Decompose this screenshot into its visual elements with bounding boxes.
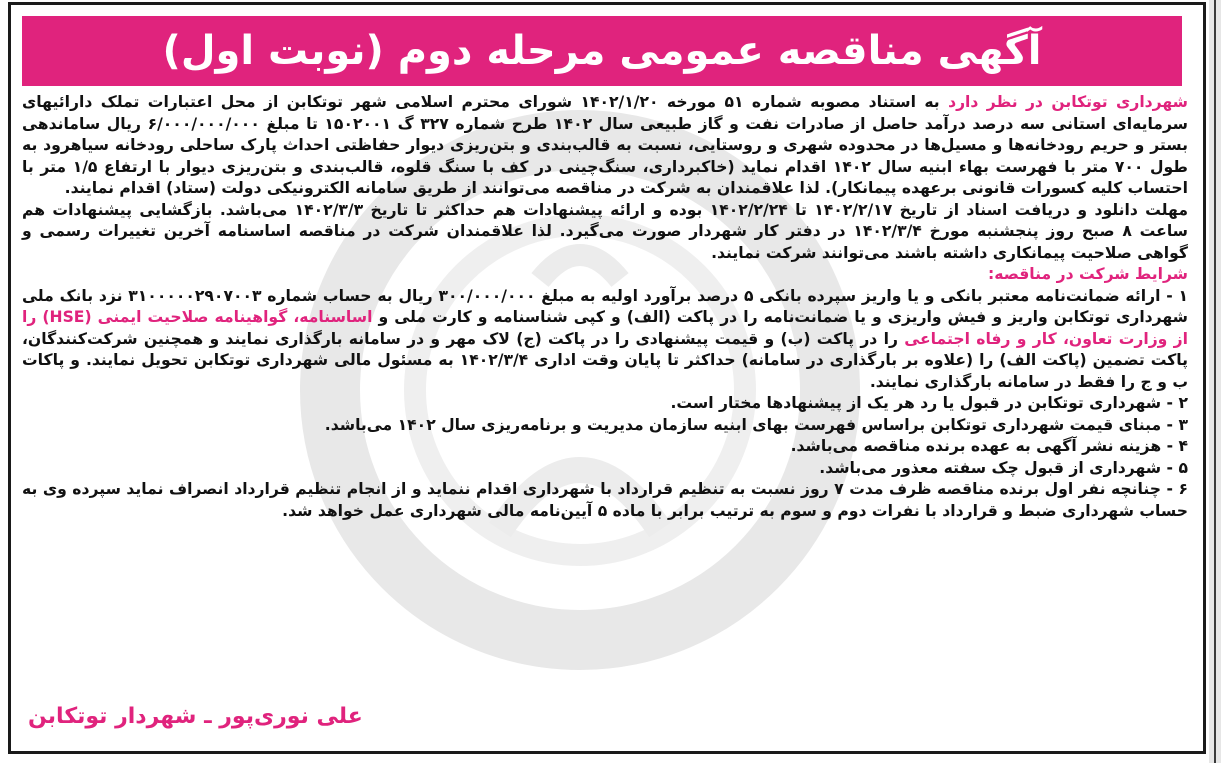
conditions-title: شرایط شرکت در مناقصه: — [988, 265, 1188, 283]
condition-item: ۶ - چنانچه نفر اول برنده مناقصه ظرف مدت ۷ روز نسبت به تنظیم قرارداد با شهرداری اقدام ننماید و از انجام تنظیم قرارداد انصراف نماید سپرده وی به حساب شهرداری ضبط و قرارداد با نفرات دوم و سوم به ترتیب برابر با ماده ۵ آیین‌نامه مالی شهرداری عمل خواهد شد. — [22, 480, 1188, 520]
condition-1-highlight: اساسنامه، گواهینامه صلاحیت ایمنی (HSE) را از وزارت تعاون، کار و رفاه اجتماعی — [22, 308, 1189, 348]
condition-1-text-cont: را در پاکت (ب) و قیمت پیشنهادی را در پاکت (ج) لاک مهر و در سامانه بارگذاری نمایند و همچنین شرکت‌کنندگان، پاکت تضمین (پاکت الف) را (علاوه بر بارگذاری در سامانه) حداکثر تا پایان وقت اداری ۱۴۰۲/۳/۴ به مسئول مالی شهرداری توتکابن تحویل نمایند. و پاکات ب و ج را فقط در سامانه بارگذاری نمایند. — [22, 329, 1188, 391]
condition-item: ۴ - هزینه نشر آگهی به عهده برنده مناقصه می‌باشد. — [790, 437, 1188, 455]
intro-highlight: شهرداری توتکابن در نظر دارد — [948, 93, 1189, 111]
page-edge-line — [1214, 0, 1216, 763]
deadline-paragraph: مهلت دانلود و دریافت اسناد از تاریخ ۱۴۰۲/۲/۱۷ تا ۱۴۰۲/۲/۲۴ بوده و ارائه پیشنهادات هم حداکثر تا تاریخ ۱۴۰۲/۳/۳ می‌باشد. بازگشایی پیشنهادات هم ساعت ۸ صبح روز پنجشنبه مورخ ۱۴۰۲/۳/۴ در دفتر کار شهردار صورت می‌گیرد. لذا علاقمندان شرکت در مناقصه اساسنامه آخرین تغییرات رسمی و گواهی صلاحیت پیمانکاری داشته باشند می‌توانند شرکت نمایند. — [22, 200, 1189, 262]
condition-item — [22, 286, 1188, 394]
notice-title: آگهی مناقصه عمومی مرحله دوم (نوبت اول) — [162, 28, 1042, 74]
intro-text: به استناد مصوبه شماره ۵۱ مورخه ۱۴۰۲/۱/۲۰ شورای محترم اسلامی شهر توتکابن از محل اعتبارات تملک دارائیهای سرمایه‌ای استانی سه درصد درآمد حاصل از صادرات نفت و گاز طبیعی سال ۱۴۰۲ طرح شماره ۳۲۷ گ ۱۵۰۲۰۰۱ تا مبلغ ۶/۰۰۰/۰۰۰/۰۰۰ ریال ساماندهی بستر و حریم رودخانه‌ها و مسیل‌ها در محدوده شهری و روستایی، نسبت به قالب‌بندی و بتن‌ریزی دیوار حفاظتی احداث پارک ساحلی رودخانه سیاهرود به طول ۷۰۰ متر با فهرست بهاء ابنیه سال ۱۴۰۲ اقدام نماید (خاکبرداری، سنگ‌چینی در کف با سنگ قلوه، قالب‌بندی و بتن‌ریزی دیوار با ارتفاع ۱/۵ متر با احتساب کلیه کسورات قانونی برعهده پیمانکار). لذا علاقمندان به شرکت در مناقصه می‌توانند از طریق سامانه الکترونیکی دولت (ستاد) اقدام نمایند. — [22, 93, 1188, 197]
condition-item: ۵ - شهرداری از قبول چک سفته معذور می‌باشد. — [819, 458, 1188, 477]
signature: علی نوری‌پور ـ شهردار توتکابن — [28, 704, 363, 729]
notice-title-banner — [22, 16, 1182, 86]
page-edge-strip — [1209, 0, 1221, 763]
condition-item: ۲ - شهرداری توتکابن در قبول یا رد هر یک از پیشنهادها مختار است. — [670, 394, 1188, 412]
intro-paragraph — [22, 92, 1188, 200]
condition-item: ۳ - مبنای قیمت شهرداری توتکابن براساس فهرست بهای ابنیه سازمان مدیریت و برنامه‌ریزی سال ۱۴۰۲ می‌باشد. — [324, 415, 1188, 434]
notice-body — [22, 92, 1188, 522]
condition-1-text: ۱ - ارائه ضمانت‌نامه معتبر بانکی و یا واریز سپرده بانکی ۵ درصد برآورد اولیه به مبلغ ۳۰۰/۰۰۰/۰۰۰ ریال به حساب شماره ۳۱۰۰۰۰۰۲۹۰۷۰۰۳ نزد بانک ملی شهرداری توتکابن واریز و فیش واریزی و یا ضمانت‌نامه را در پاکت (الف) و کپی شناسنامه و کارت ملی و — [22, 286, 1188, 326]
